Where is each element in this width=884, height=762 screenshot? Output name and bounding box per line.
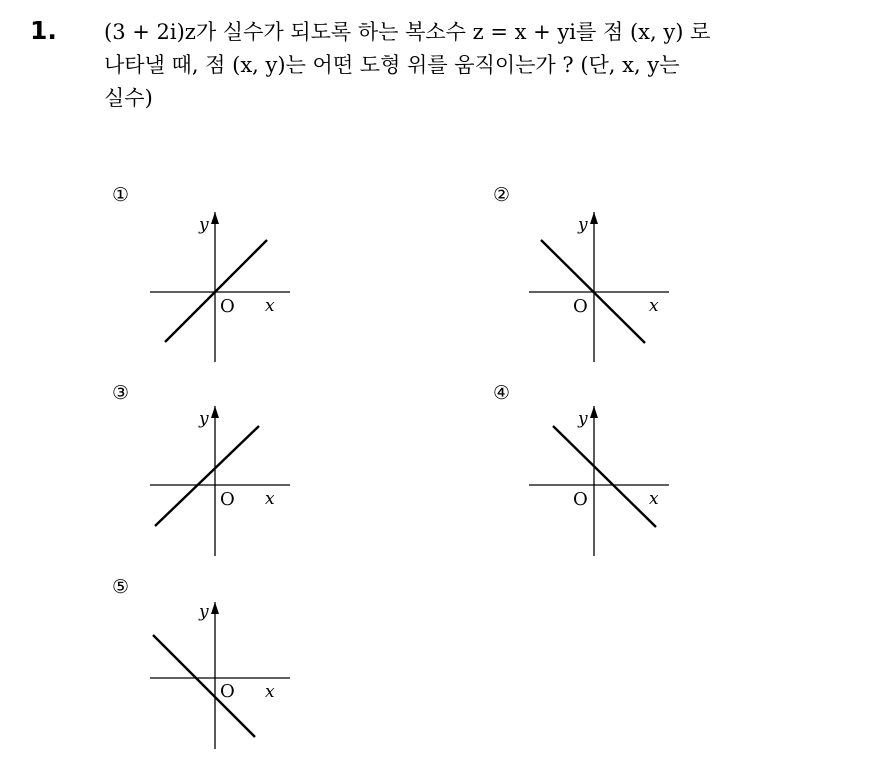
option-5-graph	[140, 592, 300, 762]
graph-line	[553, 426, 656, 527]
option-3-label[interactable]: ③	[112, 382, 130, 404]
option-2-graph	[519, 200, 679, 370]
y-axis-label: y	[199, 215, 209, 235]
graph-line	[165, 240, 267, 342]
origin-label: O	[220, 489, 235, 510]
origin-label: O	[220, 681, 235, 702]
question-line: (3 + 2i)z가 실수가 되도록 하는 복소수 z = x + yi를 점 (x, y) 로	[104, 20, 711, 44]
y-axis-arrow-icon	[211, 602, 219, 614]
y-axis-arrow-icon	[590, 406, 598, 418]
y-axis-arrow-icon	[590, 212, 598, 224]
option-2-label[interactable]: ②	[493, 184, 511, 206]
question-line: 실수)	[104, 86, 153, 110]
question-line: 나타낼 때, 점 (x, y)는 어떤 도형 위를 움직이는가 ? (단, x, y는	[104, 53, 680, 77]
y-axis-label: y	[199, 602, 209, 622]
option-4-label[interactable]: ④	[493, 382, 511, 404]
option-1-label[interactable]: ①	[112, 184, 130, 206]
x-axis-label: x	[265, 296, 275, 316]
x-axis-label: x	[649, 489, 659, 509]
option-4-graph	[519, 396, 679, 566]
option-1-graph	[140, 200, 300, 370]
x-axis-label: x	[265, 489, 275, 509]
y-axis-arrow-icon	[211, 212, 219, 224]
origin-label: O	[573, 296, 588, 317]
option-5-label[interactable]: ⑤	[112, 576, 130, 598]
graph-line	[155, 426, 259, 526]
y-axis-arrow-icon	[211, 406, 219, 418]
question-number: 1.	[30, 16, 57, 45]
origin-label: O	[220, 296, 235, 317]
x-axis-label: x	[649, 296, 659, 316]
y-axis-label: y	[578, 215, 588, 235]
origin-label: O	[573, 489, 588, 510]
graph-line	[153, 635, 255, 737]
y-axis-label: y	[578, 409, 588, 429]
y-axis-label: y	[199, 409, 209, 429]
option-3-graph	[140, 396, 300, 566]
x-axis-label: x	[265, 682, 275, 702]
question-text	[104, 16, 864, 115]
